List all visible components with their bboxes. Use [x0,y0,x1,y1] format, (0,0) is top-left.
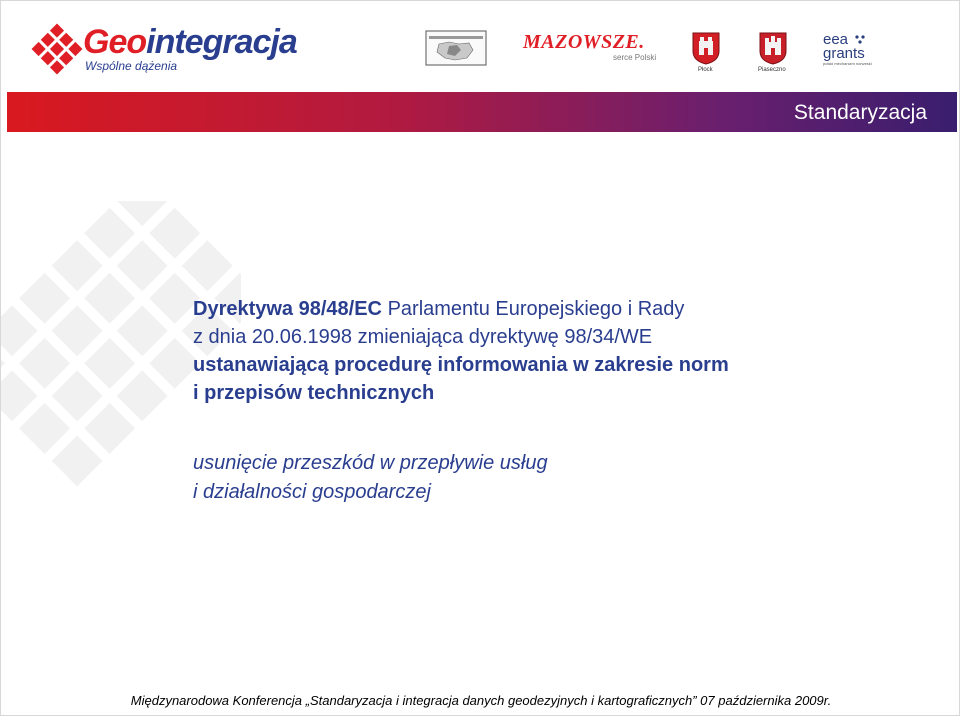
eea-dots-icon [853,33,867,47]
geointegracja-logo [31,21,311,77]
directive-line-3: ustanawiającą procedurę informowania w zakresie norm [193,354,729,376]
eea-line1: eea [823,31,849,48]
purpose-line-2: i działalności gospodarczej [193,481,431,503]
piaseczno-crest-icon [758,31,788,65]
directive-text [193,295,729,407]
directive-id: Dyrektywa 98/48/EC [193,298,383,320]
eea-line2: grants [823,45,865,62]
logo-tagline: Wspólne dążenia [85,59,178,73]
slide-title: Standaryzacja [793,101,927,124]
institution-map-logo-icon [425,30,487,66]
title-bar [7,92,957,132]
plock-label: Płock [698,67,713,73]
purpose-text [193,449,548,507]
plock-crest-icon [691,31,721,65]
directive-line-1-rest: Parlamentu Europejskiego i Rady [382,298,685,320]
logo-wordmark: Geointegracja [83,23,297,61]
eea-subtitle: polski mechanizm norweski [823,61,872,66]
directive-line-2: z dnia 20.06.1998 zmieniająca dyrektywę 98/34/WE [193,326,653,348]
purpose-line-1: usunięcie przeszkód w przepływie usług [193,452,548,474]
mazowsze-logo: MAZOWSZE. [523,31,645,53]
directive-line-4: i przepisów technicznych [193,382,435,404]
directive-line-1 [193,295,729,323]
piaseczno-label: Piaseczno [758,67,786,73]
conference-footer: Międzynarodowa Konferencja „Standaryzacja i integracja danych geodezyjnych i kartograficznych” 07 października 2009r. [130,693,832,708]
mazowsze-subtitle: serce Polski [613,53,657,62]
grid-logo-icon [31,23,83,75]
